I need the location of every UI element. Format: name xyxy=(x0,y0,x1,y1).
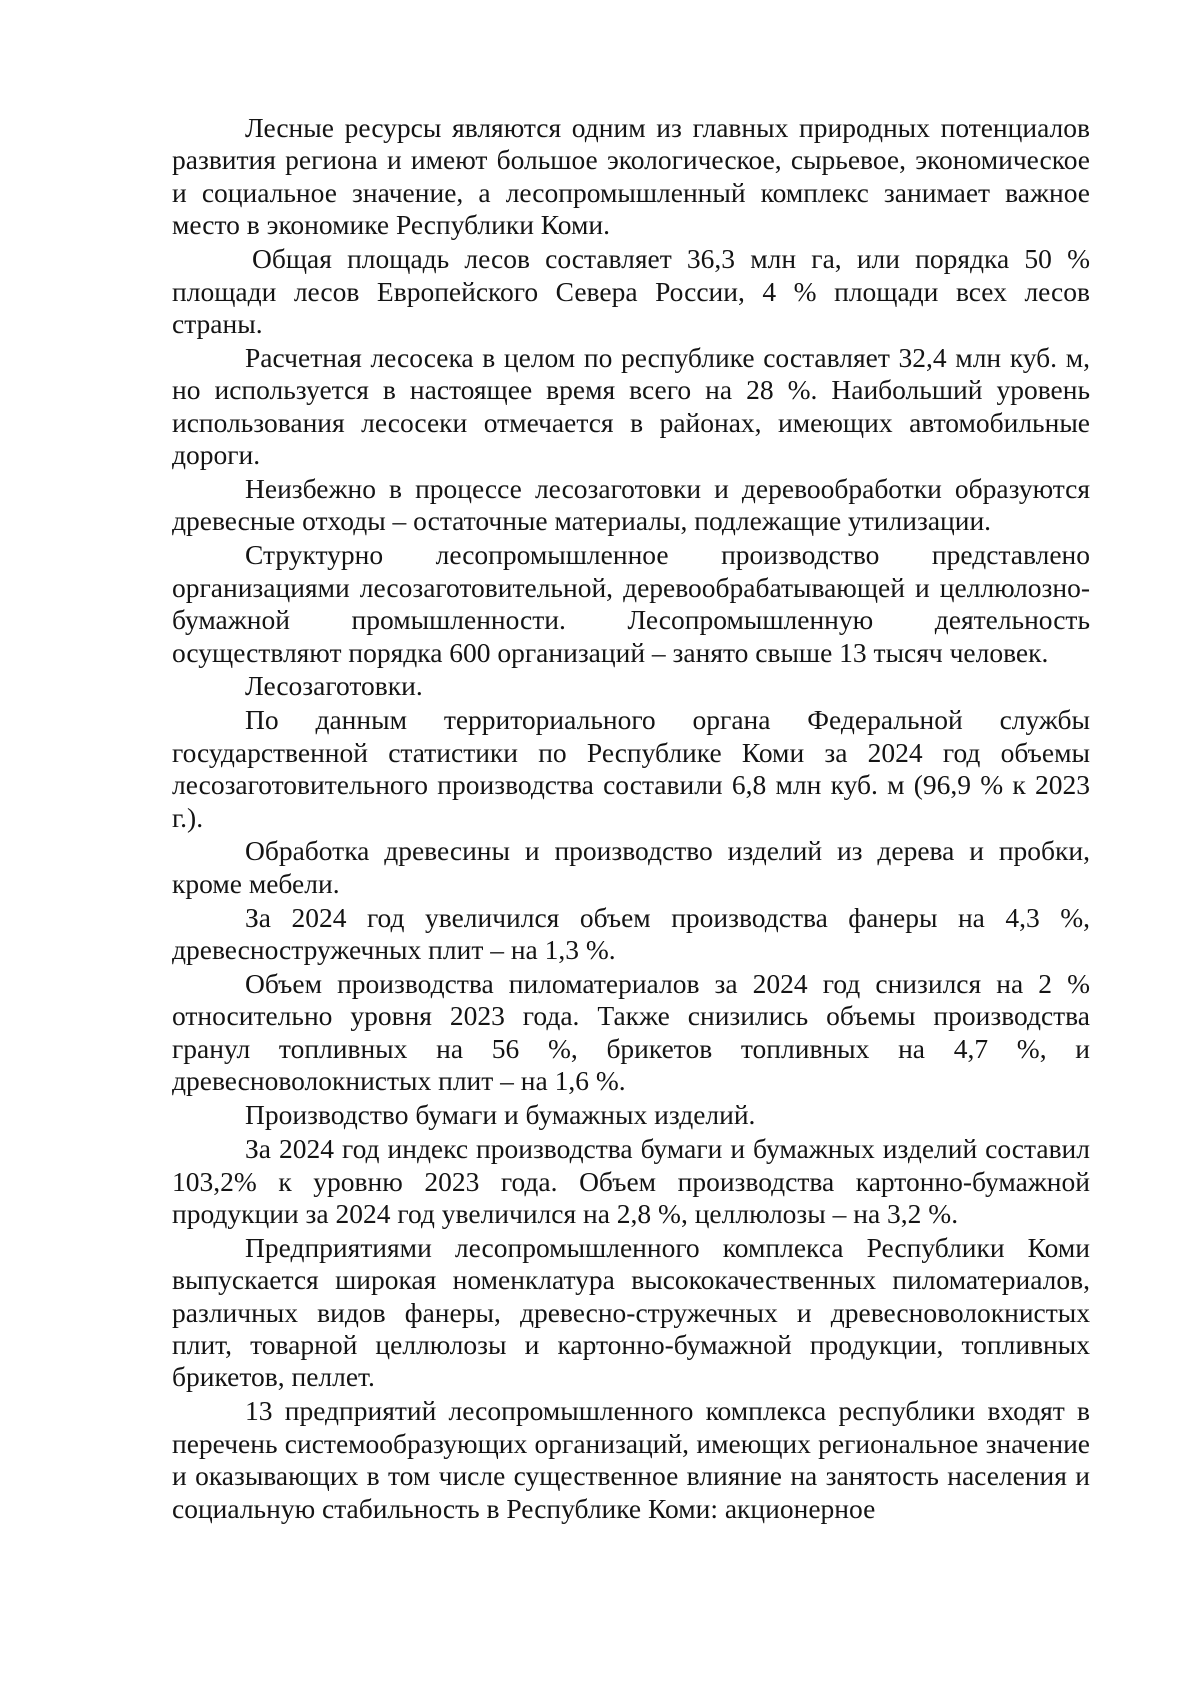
paragraph-logging-volume: По данным территориального органа Федеральной службы государственной статистики по Республике Коми за 2024 год объемы лесозаготовительного производства составили 6,8 млн куб. м (96,9 % к 2023 г.). xyxy=(172,704,1090,833)
paragraph-forest-resources: Лесные ресурсы являются одним из главных природных потенциалов развития региона и имеют большое экологическое, сырьевое, экономическое и социальное значение, а лесопромышленный комплекс занимает важное место в экономике Республики Коми. xyxy=(172,112,1090,241)
paragraph-allowable-cut: Расчетная лесосека в целом по республике составляет 32,4 млн куб. м, но используется в настоящее время всего на 28 %. Наибольший уровень использования лесосеки отмечается в районах, имеющих автомобильные дороги. xyxy=(172,341,1090,471)
paragraph-plywood-growth: За 2024 год увеличился объем производства фанеры на 4,3 %, древесностружечных плит – на 1,3 %. xyxy=(172,901,1090,966)
paragraph-industry-structure: Структурно лесопромышленное производство представлено организациями лесозаготовительной, деревообрабатывающей и целлюлозно-бумажной промышленности. Лесопромышленную деятельность осуществляют порядка 600 организаций – занято свыше 13 тысяч человек. xyxy=(172,539,1090,668)
section-heading-logging: Лесозаготовки. xyxy=(245,670,423,702)
paragraph-system-forming-enterprises: 13 предприятий лесопромышленного комплекса республики входят в перечень системообразующих организаций, имеющих региональное значение и оказывающих в том числе существенное влияние на занятость населения и социальную стабильность в Республике Коми: акционерное xyxy=(172,1395,1090,1524)
document-page xyxy=(172,112,1090,1526)
section-heading-wood-processing: Обработка древесины и производство изделий из дерева и пробки, кроме мебели. xyxy=(172,835,1090,899)
section-heading-paper-production: Производство бумаги и бумажных изделий. xyxy=(245,1099,756,1131)
paragraph-lumber-decline: Объем производства пиломатериалов за 2024 год снизился на 2 % относительно уровня 2023 года. Также снизились объемы производства гранул топливных на 56 %, брикетов топливных на 4,7 %, и древесноволокнистых плит – на 1,6 %. xyxy=(172,968,1090,1097)
paragraph-product-range: Предприятиями лесопромышленного комплекса Республики Коми выпускается широкая номенклатура высококачественных пиломатериалов, различных видов фанеры, древесно-стружечных и древесноволокнистых плит, товарной целлюлозы и картонно-бумажной продукции, топливных брикетов, пеллет. xyxy=(172,1231,1090,1393)
paragraph-paper-index: За 2024 год индекс производства бумаги и бумажных изделий составил 103,2% к уровню 2023 года. Объем производства картонно-бумажной продукции за 2024 год увеличился на 2,8 %, целлюлозы – на 3,2 %. xyxy=(172,1133,1090,1229)
paragraph-wood-waste: Неизбежно в процессе лесозаготовки и деревообработки образуются древесные отходы – остаточные материалы, подлежащие утилизации. xyxy=(172,472,1090,537)
paragraph-forest-area: Общая площадь лесов составляет 36,3 млн га, или порядка 50 % площади лесов Европейского Севера России, 4 % площади всех лесов страны. xyxy=(172,243,1090,339)
